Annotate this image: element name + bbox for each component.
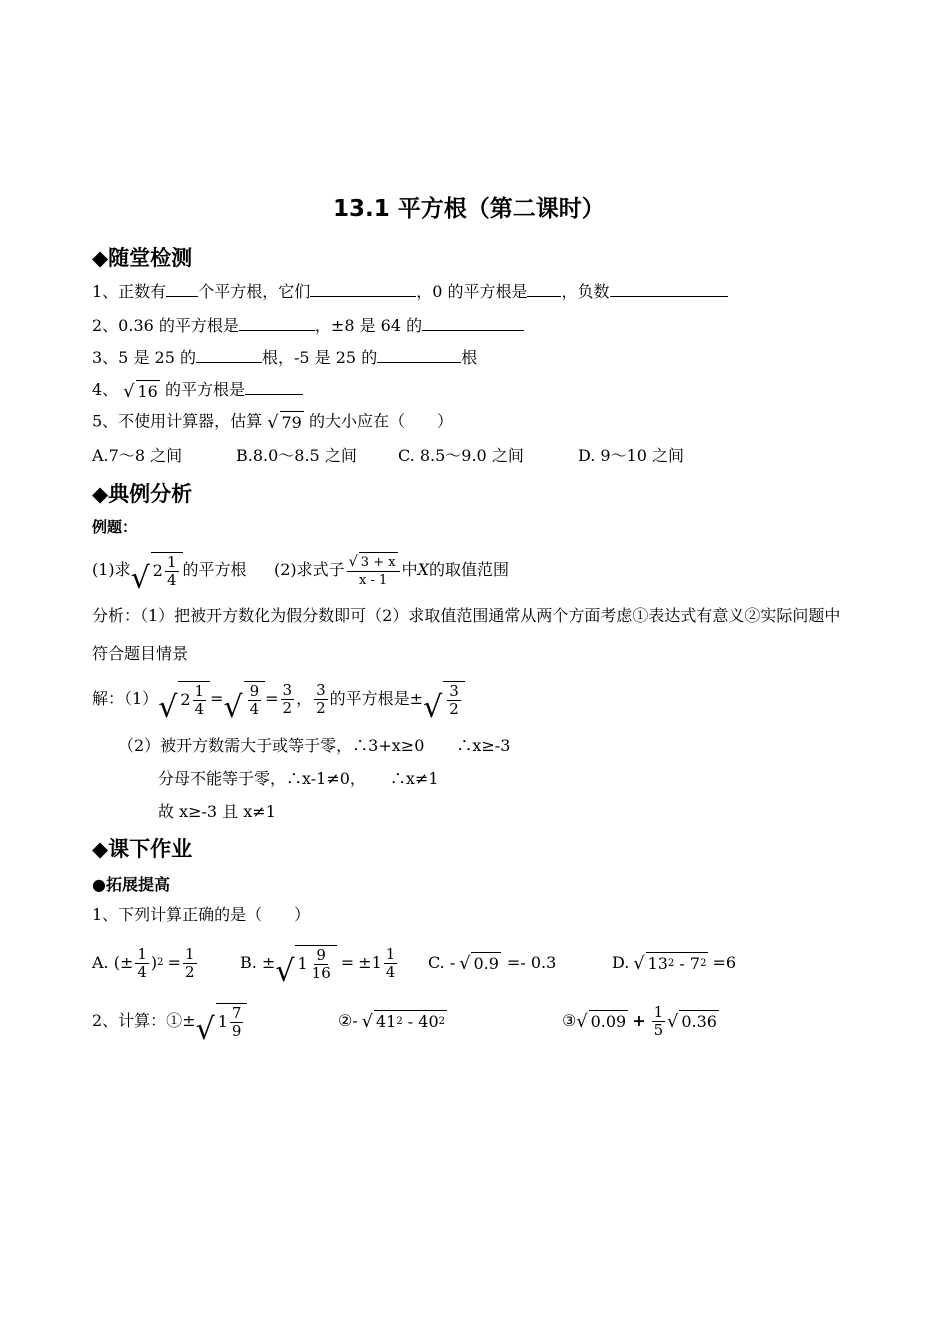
hw-option-d: D. √ 13 2 - 7 2 =6 xyxy=(612,953,737,974)
sqrt-79: √ 79 xyxy=(267,413,302,433)
q2-text-b: ，±8 是 64 的 xyxy=(314,316,423,335)
sqrt-mixed-2-1-4: √ 2 $\frac{1}{4}$ xyxy=(131,552,183,589)
q3-text-c: 根 xyxy=(461,348,478,367)
q4-text-b: 的平方根是 xyxy=(164,380,245,399)
ex2-text-c: 的取值范围 xyxy=(428,560,509,579)
q2-blank-2 xyxy=(422,314,524,331)
q5-option-a: A.7～8 之间 xyxy=(92,446,183,465)
q5-option-d: D. 9～10 之间 xyxy=(578,446,685,465)
q1-text-c: ，0 的平方根是 xyxy=(416,282,528,301)
hw-question-1: 1、下列计算正确的是（ ） xyxy=(92,905,311,924)
q5-option-c: C. 8.5～9.0 之间 xyxy=(398,446,524,465)
q1-blank-1 xyxy=(166,280,198,297)
hw-question-2: 2、计算：① ± √ 1 $\frac{7}{9}$ xyxy=(92,998,247,1044)
page-title: 13.1 平方根（第二课时） xyxy=(333,196,605,222)
ex2-var: X xyxy=(417,560,429,579)
section-heading-examples: ◆典例分析 xyxy=(92,482,193,506)
q5-text-b: 的大小应在（ ） xyxy=(308,411,453,431)
q5-text-a: 5、不使用计算器，估算 xyxy=(92,411,263,431)
q1-blank-3 xyxy=(527,280,561,297)
q3-text-a: 3、5 是 25 的 xyxy=(92,348,196,367)
frac-3-2-b: $\frac{3}{2}$ xyxy=(316,680,326,717)
ex1-text-a: (1)求 xyxy=(92,560,131,579)
sqrt-mixed-2-1-4-b: √ 2 $\frac{1}{4}$ xyxy=(158,681,210,718)
ex2-text-a: (2)求式子 xyxy=(274,560,345,579)
ex2-text-b: 中 xyxy=(401,560,418,579)
sqrt-16: √ 16 xyxy=(123,381,158,402)
question-1 xyxy=(92,280,728,302)
ex1-text-b: 的平方根 xyxy=(182,560,247,579)
q2-text-a: 2、0.36 的平方根是 xyxy=(92,316,239,335)
hw-question-2-part-2: ②- √ 41 2 - 40 2 xyxy=(338,1011,446,1032)
solution-label: 解：（1） xyxy=(92,689,159,708)
hw-option-a: A. ( ± $\frac{1}{4}$ ) 2 = $\frac{1}{2}$ xyxy=(92,944,195,981)
frac-3-2: $\frac{3}{2}$ xyxy=(282,680,293,717)
hw-option-c: C. - √ 0.9 =- 0.3 xyxy=(428,953,557,974)
q3-blank-2 xyxy=(377,346,461,363)
q4-text-a: 4、 xyxy=(92,380,119,399)
example-label: 例题： xyxy=(92,518,138,536)
q4-blank xyxy=(245,378,303,395)
hw-question-2-part-3: ③ √ 0.09 + $\frac{1}{5}$ √ 0.36 xyxy=(562,1002,717,1039)
fraction-expression: √ 3 + x x - 1 xyxy=(347,552,400,589)
q3-blank-1 xyxy=(196,346,262,363)
q1-blank-2 xyxy=(310,280,416,297)
solution-2-line-2: 分母不能等于零，∴x-1≠0， ∴x≠1 xyxy=(158,769,439,788)
example-1 xyxy=(92,546,247,594)
question-2 xyxy=(92,314,524,336)
sqrt-9-4: √ $\frac{9}{4}$ xyxy=(223,681,265,718)
question-3 xyxy=(92,346,477,368)
sqrt-3-2: √ $\frac{3}{2}$ xyxy=(423,681,465,718)
q1-text-b: 个平方根，它们 xyxy=(198,282,311,301)
q1-text-a: 1、正数有 xyxy=(92,282,167,301)
question-4 xyxy=(92,378,303,402)
analysis-line-1: 分析：（1）把被开方数化为假分数即可（2）求取值范围通常从两个方面考虑①表达式有意义②实际问题中 xyxy=(92,606,841,625)
hw-option-b: B. ± √ 1 $\frac{9}{16}$ = ±1 $\frac{1}{4}$ xyxy=(240,944,396,989)
q1-blank-4 xyxy=(610,280,728,297)
q3-text-b: 根，-5 是 25 的 xyxy=(261,348,378,367)
question-5 xyxy=(92,411,453,433)
example-2 xyxy=(274,546,509,594)
analysis-line-2: 符合题目情景 xyxy=(92,644,189,663)
q2-blank-1 xyxy=(239,314,315,331)
solution-2-line-3: 故 x≥-3 且 x≠1 xyxy=(158,802,276,821)
section-heading-practice: ◆随堂检测 xyxy=(92,246,193,270)
solution-2-line-1: （2）被开方数需大于或等于零，∴3+x≥0 ∴x≥-3 xyxy=(118,736,511,755)
q5-option-b: B.8.0～8.5 之间 xyxy=(236,446,357,465)
q1-text-d: ，负数 xyxy=(561,282,610,301)
subheading-extension: ●拓展提高 xyxy=(92,875,170,894)
section-heading-homework: ◆课下作业 xyxy=(92,837,193,861)
solution-1: 解：（1） √ 2 $\frac{1}{4}$ = √ $\frac{9}{4}$ = $\frac{3}{2}$ ， $\frac{3}{2}$ 的平方根是 ± √ $\frac{3}{2}$ xyxy=(92,676,465,722)
